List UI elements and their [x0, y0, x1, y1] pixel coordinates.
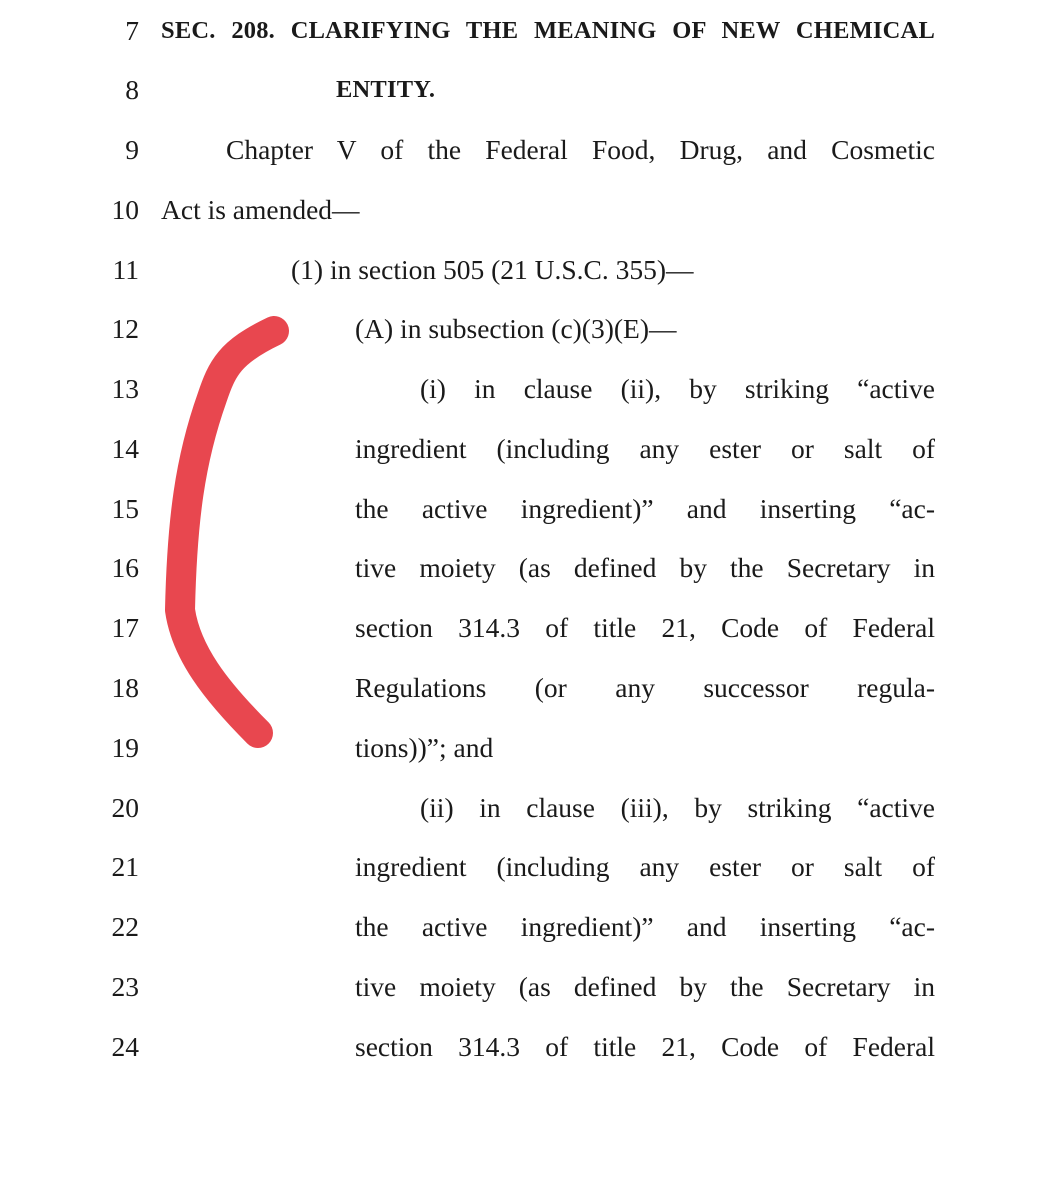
line-number: 17	[111, 612, 139, 643]
line-number: 15	[111, 493, 139, 524]
bill-line	[0, 965, 1055, 1009]
section-heading: SEC. 208. CLARIFYING THE MEANING OF NEW CHEMICAL	[161, 17, 935, 44]
line-text: section 314.3 of title 21, Code of Federal	[355, 612, 935, 643]
line-number: 10	[111, 194, 139, 225]
bill-line	[0, 845, 1055, 889]
bill-line	[0, 9, 1055, 53]
line-number: 20	[111, 792, 139, 823]
line-text: (1) in section 505 (21 U.S.C. 355)—	[291, 254, 694, 285]
bill-line	[0, 367, 1055, 411]
bill-line	[0, 666, 1055, 710]
bill-line	[0, 905, 1055, 949]
line-number: 12	[111, 313, 139, 344]
line-text: tive moiety (as defined by the Secretary in	[355, 971, 935, 1002]
line-text: (ii) in clause (iii), by striking “active	[420, 792, 935, 823]
bill-line	[0, 1025, 1055, 1069]
bill-line	[0, 427, 1055, 471]
line-text: the active ingredient)” and inserting “ac-	[355, 911, 935, 942]
line-number: 21	[111, 851, 139, 882]
line-number: 23	[111, 971, 139, 1002]
line-text: ingredient (including any ester or salt of	[355, 433, 935, 464]
line-text: section 314.3 of title 21, Code of Federal	[355, 1031, 935, 1062]
line-number: 7	[125, 15, 139, 46]
bill-line	[0, 188, 1055, 232]
bill-line	[0, 786, 1055, 830]
bill-line	[0, 248, 1055, 292]
line-number: 8	[125, 74, 139, 105]
line-text: tive moiety (as defined by the Secretary in	[355, 552, 935, 583]
line-text: tions))”; and	[355, 732, 494, 763]
line-text: (i) in clause (ii), by striking “active	[420, 373, 935, 404]
line-number: 16	[111, 552, 139, 583]
line-text: (A) in subsection (c)(3)(E)—	[355, 313, 677, 344]
bill-line	[0, 487, 1055, 531]
bill-line	[0, 307, 1055, 351]
line-text: Regulations (or any successor regula-	[355, 672, 935, 703]
bill-line	[0, 68, 1055, 112]
line-text: ingredient (including any ester or salt of	[355, 851, 935, 882]
line-number: 22	[111, 911, 139, 942]
line-number: 13	[111, 373, 139, 404]
line-number: 9	[125, 134, 139, 165]
line-number: 18	[111, 672, 139, 703]
line-text: Act is amended—	[161, 194, 360, 225]
line-number: 11	[112, 254, 139, 285]
bill-line	[0, 606, 1055, 650]
section-heading-continued: ENTITY.	[336, 76, 436, 103]
bill-line	[0, 726, 1055, 770]
line-number: 24	[111, 1031, 139, 1062]
line-text: Chapter V of the Federal Food, Drug, and Cosmetic	[226, 134, 935, 165]
line-text: the active ingredient)” and inserting “ac-	[355, 493, 935, 524]
bill-line	[0, 546, 1055, 590]
bill-line	[0, 128, 1055, 172]
line-number: 19	[111, 732, 139, 763]
line-number: 14	[111, 433, 139, 464]
